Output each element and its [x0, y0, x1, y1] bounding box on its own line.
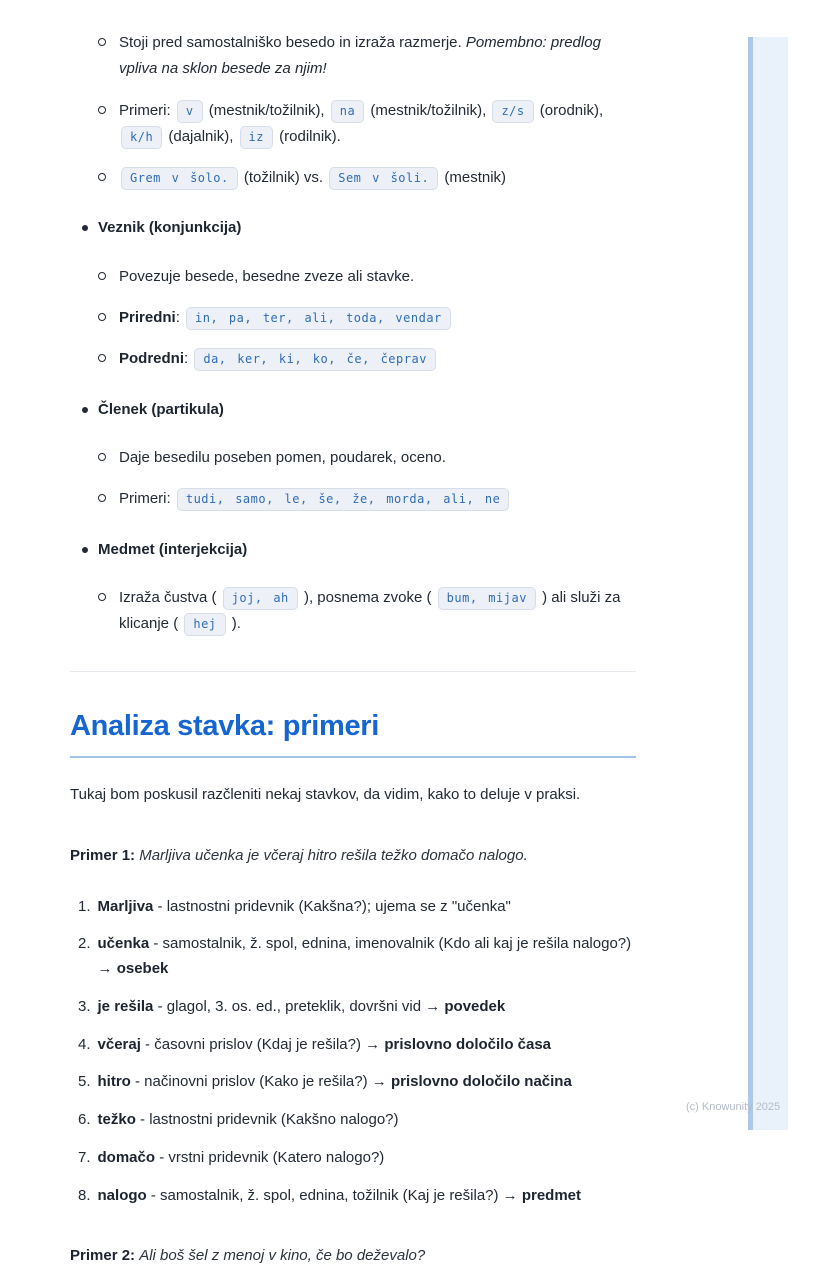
- text-run: učenka: [97, 935, 150, 953]
- text-run: predmet: [521, 1186, 582, 1204]
- analysis-item-text: [98, 995, 506, 1020]
- text-run: :: [184, 350, 193, 368]
- example-2-sentence: Ali boš šel z menoj v kino, če bo deževalo?: [139, 1247, 426, 1265]
- text-run: (orodnik),: [535, 101, 604, 119]
- list-item: [70, 486, 636, 512]
- bullet-circle-icon: [98, 173, 106, 181]
- inline-code-chip: hej: [184, 613, 225, 636]
- text-run: Priredni: [119, 309, 176, 326]
- list-item-text: [119, 165, 506, 191]
- text-run: ), posnema zvoke (: [299, 589, 436, 606]
- text-run: domačo: [97, 1148, 156, 1166]
- word-type-item: [70, 539, 636, 638]
- text-run: (mestnik/tožilnik),: [366, 101, 491, 119]
- text-run: včeraj: [97, 1035, 141, 1053]
- list-item-text: [119, 486, 511, 512]
- text-run: - časovni prislov (Kdaj je rešila?) →: [140, 1035, 385, 1053]
- bullet-circle-icon: [98, 593, 106, 601]
- text-run: - lastnostni pridevnik (Kakšno nalogo?): [135, 1111, 399, 1128]
- analysis-item-number: 4.: [78, 1035, 91, 1053]
- inline-code-chip: na: [331, 100, 364, 123]
- analysis-item: [70, 895, 636, 920]
- bullet-circle-icon: [98, 354, 106, 362]
- text-run: Primeri:: [119, 101, 175, 119]
- word-type-title-row: [70, 217, 636, 240]
- analysis-item: [70, 932, 636, 982]
- text-run: Primeri:: [119, 490, 175, 508]
- bullet-circle-icon: [98, 494, 106, 502]
- example-1-sentence: Marljiva učenka je včeraj hitro rešila težko domačo nalogo.: [139, 846, 528, 864]
- text-run: (mestnik): [440, 169, 507, 186]
- text-run: Daje besedilu poseben pomen, poudarek, oceno.: [119, 449, 446, 466]
- analysis-item-text: [98, 1146, 385, 1171]
- word-type-sublist: [70, 445, 636, 513]
- bullet-circle-icon: [98, 38, 106, 46]
- example-1-line: [70, 844, 636, 868]
- inline-code-chip: z/s: [492, 100, 533, 123]
- list-item: [70, 30, 636, 83]
- list-item: [70, 445, 636, 471]
- text-run: Povezuje besede, besedne zveze ali stavke.: [119, 267, 415, 285]
- text-run: (mestnik/tožilnik),: [204, 101, 329, 119]
- list-item-text: [119, 305, 453, 331]
- analysis-item: [70, 1184, 636, 1209]
- inline-code-chip: iz: [240, 126, 273, 149]
- bullet-dot-icon: [82, 547, 88, 553]
- text-run: je rešila: [97, 997, 154, 1015]
- text-run: ) ali služi za klicanje (: [119, 589, 621, 633]
- list-item-text: [119, 264, 414, 290]
- analysis-item-number: 8.: [78, 1186, 91, 1204]
- word-type-title: Veznik (konjunkcija): [98, 219, 242, 237]
- text-run: Stoji pred samostalniško besedo in izraža razmerje.: [119, 34, 466, 51]
- inline-code-chip: k/h: [121, 126, 162, 149]
- inline-code-chip: bum, mijav: [438, 587, 536, 610]
- text-run: (dajalnik),: [164, 127, 238, 145]
- text-run: osebek: [116, 960, 169, 977]
- list-item-text: [119, 30, 636, 83]
- analysis-item-number: 2.: [78, 935, 91, 953]
- text-run: - samostalnik, ž. spol, ednina, imenovalnik (Kdo ali kaj je rešila nalogo?) →: [97, 935, 632, 977]
- word-type-title: Členek (partikula): [98, 400, 224, 418]
- text-run: (rodilnik).: [275, 127, 341, 145]
- word-type-item: [70, 217, 636, 372]
- intro-paragraph: Tukaj bom poskusil razčleniti nekaj stavkov, da vidim, kako to deluje v praksi.: [70, 785, 581, 803]
- inline-code-chip: Grem v šolo.: [121, 167, 238, 190]
- word-type-sublist: [70, 264, 636, 373]
- analysis-item-number: 1.: [78, 897, 91, 915]
- list-item: [70, 346, 636, 372]
- analysis-item-text: [98, 1108, 399, 1133]
- text-run: ).: [227, 615, 241, 633]
- example-2-label: Primer 2:: [70, 1247, 136, 1265]
- text-run: - lastnostni pridevnik (Kakšna?); ujema se z "učenka": [153, 897, 511, 915]
- list-item: [70, 98, 636, 151]
- analysis-item: [70, 995, 636, 1020]
- example-2-line: [70, 1244, 636, 1268]
- analysis-item-text: [98, 1184, 582, 1209]
- list-item-text: [119, 445, 446, 471]
- analysis-item-number: 5.: [78, 1073, 91, 1091]
- list-item: [70, 305, 636, 331]
- analysis-item-text: [98, 1033, 552, 1058]
- analysis-item-number: 6.: [78, 1111, 91, 1128]
- text-run: Pomembno: predlog vpliva na sklon besede za njim!: [119, 34, 601, 78]
- inline-code-chip: Sem v šoli.: [329, 167, 438, 190]
- inline-code-chip: tudi, samo, le, še, že, morda, ali, ne: [177, 488, 510, 511]
- text-run: - glagol, 3. os. ed., preteklik, dovršni vid →: [153, 997, 445, 1015]
- next-page-edge: [748, 37, 788, 1130]
- analysis-item-number: 3.: [78, 997, 91, 1015]
- inline-code-chip: da, ker, ki, ko, če, čeprav: [194, 348, 436, 371]
- bullet-dot-icon: [82, 407, 88, 413]
- text-run: nalogo: [97, 1186, 147, 1204]
- document-content: [70, 30, 636, 1268]
- text-run: prislovno določilo načina: [390, 1073, 572, 1091]
- text-run: prislovno določilo časa: [384, 1035, 552, 1053]
- word-types-list: [70, 217, 636, 637]
- text-run: Marljiva: [97, 897, 154, 915]
- text-run: Izraža čustva (: [119, 589, 221, 606]
- word-type-sublist: [70, 585, 636, 638]
- list-item: [70, 165, 636, 191]
- analysis-item-text: [98, 932, 636, 982]
- text-run: - samostalnik, ž. spol, ednina, tožilnik (Kaj je rešila?) →: [146, 1186, 522, 1204]
- analysis-item-number: 7.: [78, 1148, 91, 1166]
- analysis-item: [70, 1146, 636, 1171]
- bullet-dot-icon: [82, 225, 88, 231]
- list-item-text: [119, 98, 636, 151]
- page-title: Analiza stavka: primeri: [70, 710, 636, 758]
- text-run: - vrstni pridevnik (Katero nalogo?): [155, 1148, 385, 1166]
- text-run: :: [175, 309, 185, 326]
- sentence-analysis-list: [70, 895, 636, 1209]
- bullet-circle-icon: [98, 272, 106, 280]
- inline-code-chip: in, pa, ter, ali, toda, vendar: [186, 307, 451, 330]
- analysis-item-text: [98, 1070, 572, 1095]
- word-type-title-row: [70, 399, 636, 422]
- bullet-circle-icon: [98, 106, 106, 114]
- bullet-circle-icon: [98, 313, 106, 321]
- list-item: [70, 585, 636, 638]
- preposition-sublist: [70, 30, 636, 191]
- inline-code-chip: v: [177, 100, 203, 123]
- analysis-item-text: [98, 895, 511, 920]
- text-run: hitro: [97, 1073, 131, 1091]
- list-item-text: [119, 346, 438, 372]
- section-divider: [70, 671, 636, 672]
- word-type-title: Medmet (interjekcija): [98, 540, 248, 558]
- text-run: - načinovni prislov (Kako je rešila?) →: [130, 1073, 391, 1091]
- word-type-item: [70, 399, 636, 513]
- analysis-item: [70, 1033, 636, 1058]
- text-run: težko: [97, 1111, 136, 1128]
- list-item-text: [119, 585, 636, 638]
- text-run: povedek: [444, 997, 506, 1015]
- list-item: [70, 264, 636, 290]
- analysis-item: [70, 1070, 636, 1095]
- example-1-label: Primer 1:: [70, 846, 136, 864]
- text-run: (tožilnik) vs.: [239, 169, 328, 186]
- word-type-title-row: [70, 539, 636, 562]
- watermark: (c) Knowunity 2025: [686, 1101, 781, 1113]
- analysis-item: [70, 1108, 636, 1133]
- bullet-circle-icon: [98, 453, 106, 461]
- inline-code-chip: joj, ah: [223, 587, 298, 610]
- text-run: Podredni: [119, 350, 185, 368]
